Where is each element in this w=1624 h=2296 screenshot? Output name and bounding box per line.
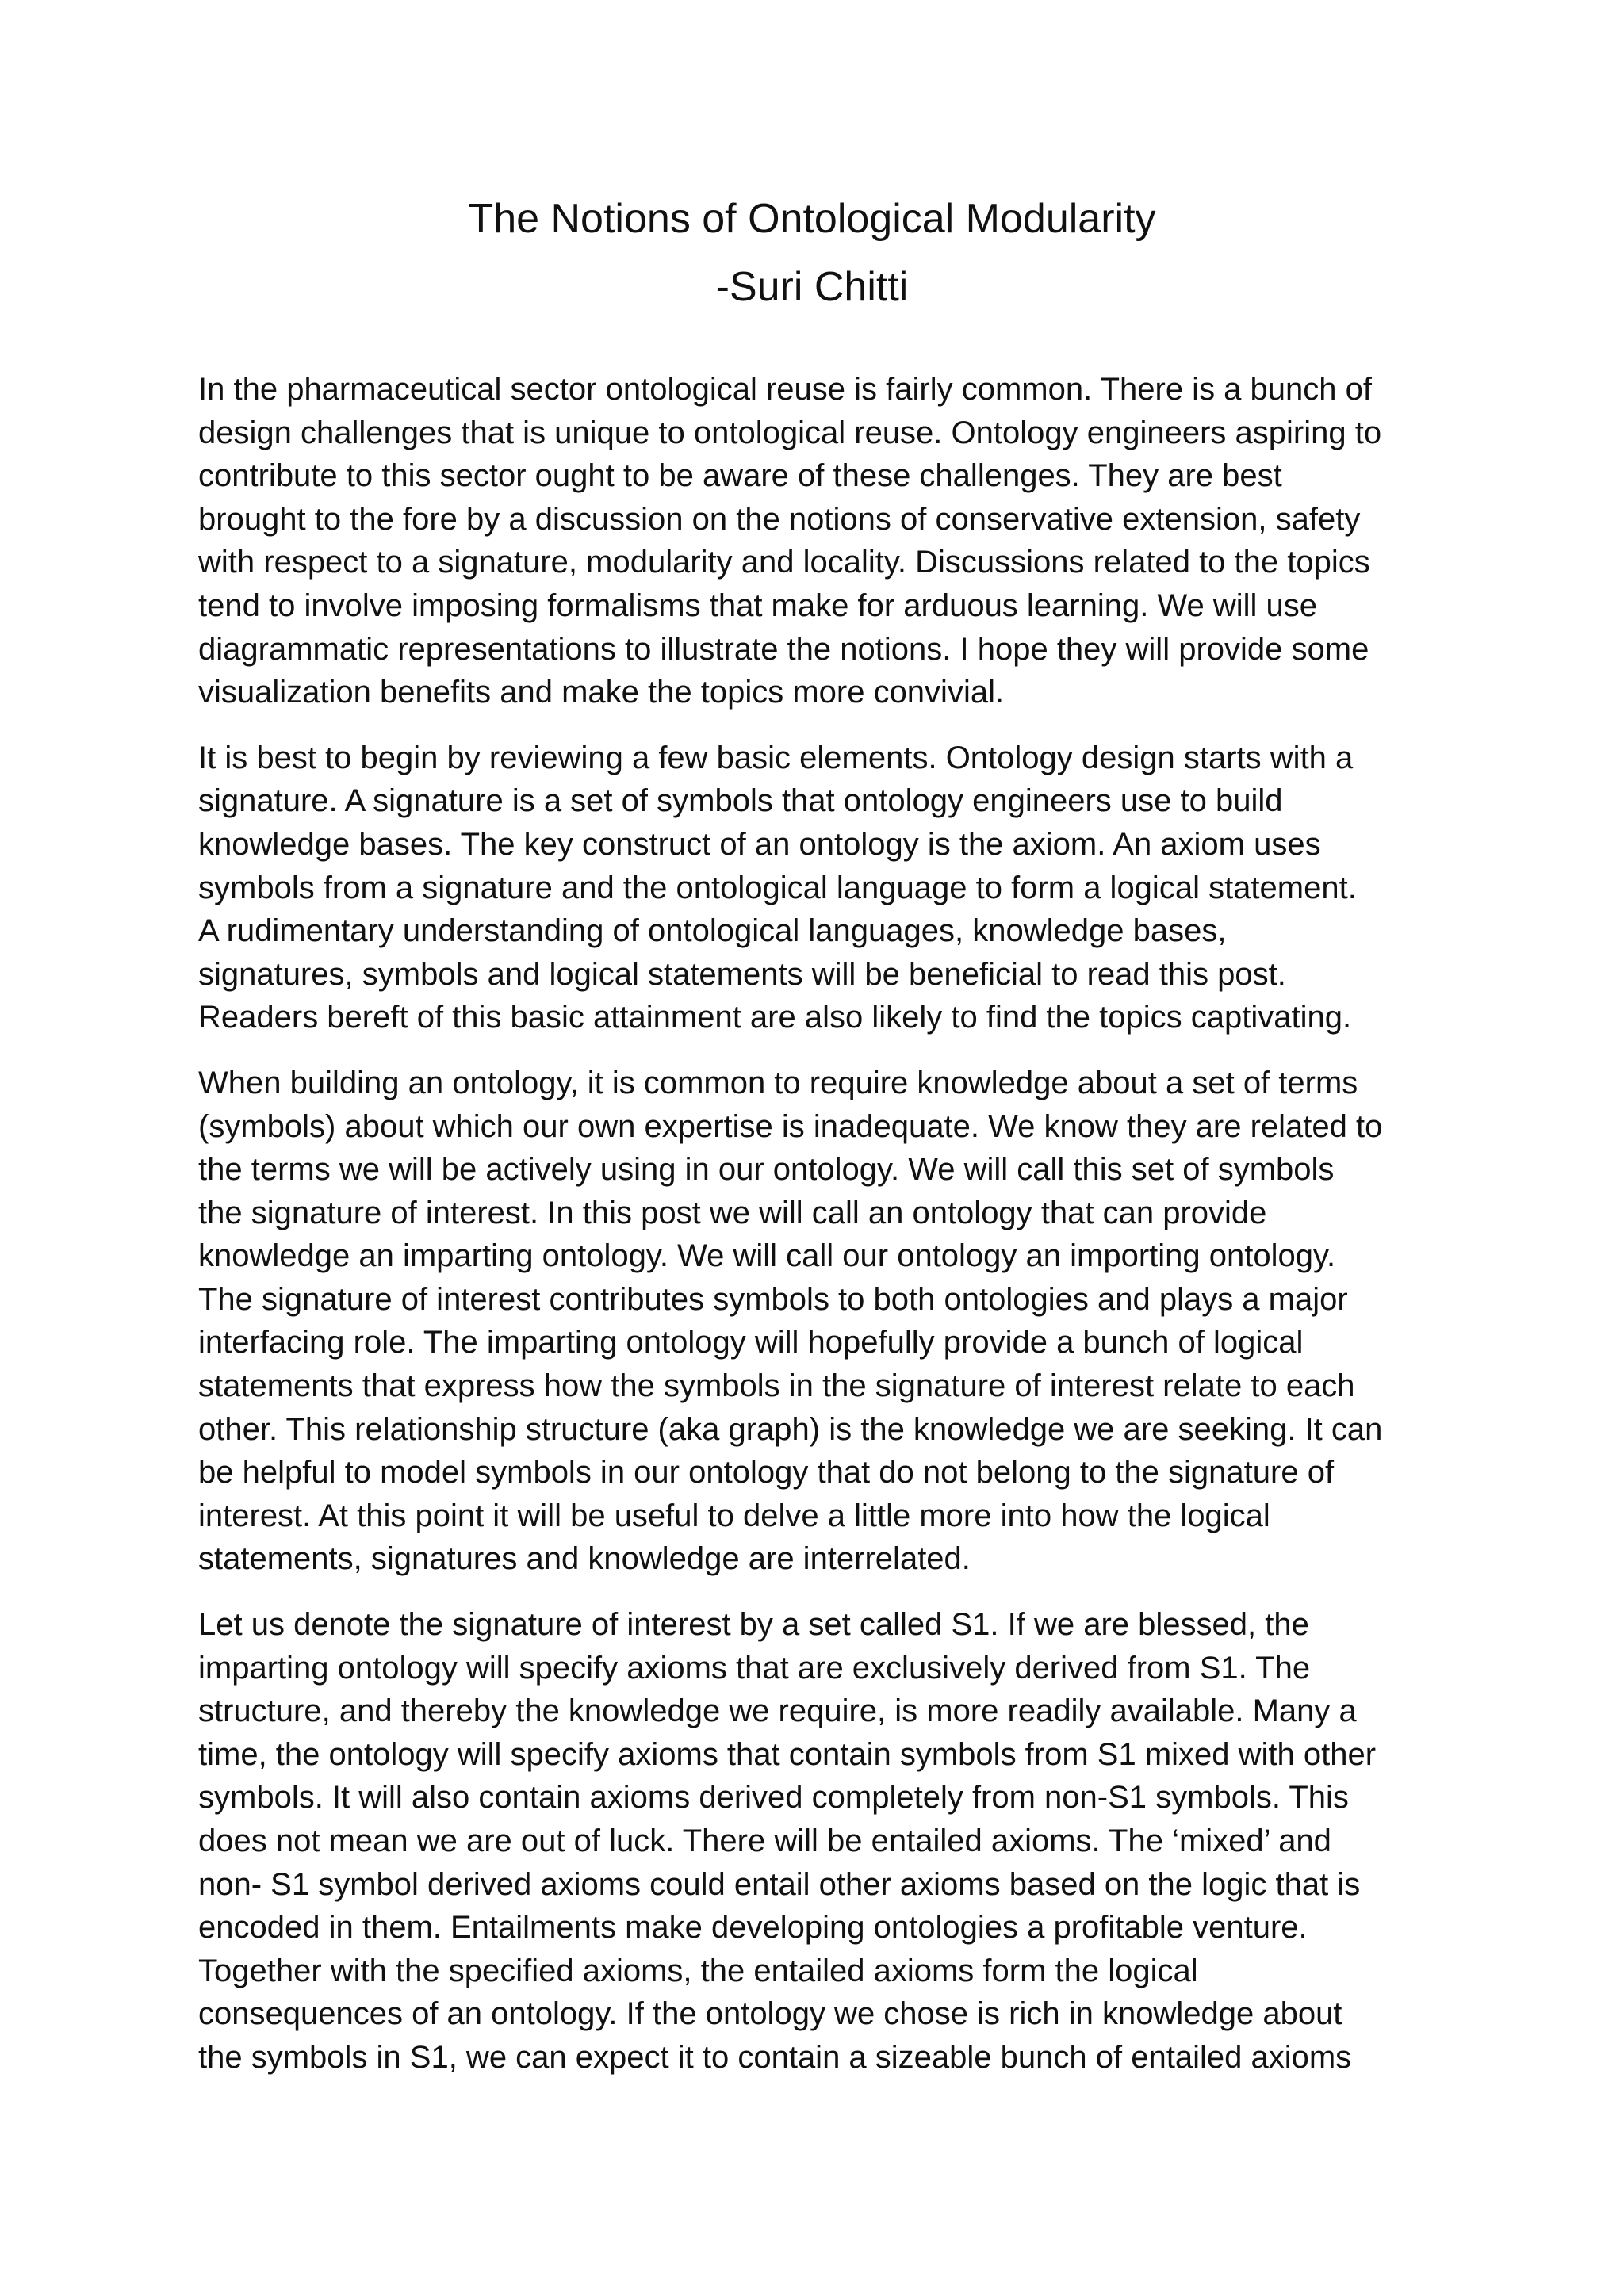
paragraph-line: with respect to a signature, modularity and locality. Discussions related to the topics bbox=[198, 545, 1370, 580]
paragraph-line: knowledge an imparting ontology. We will call our ontology an importing ontology. bbox=[198, 1238, 1336, 1274]
document-author: -Suri Chitti bbox=[715, 264, 909, 310]
paragraph-line: non- S1 symbol derived axioms could entail other axioms based on the logic that is bbox=[198, 1866, 1361, 1902]
paragraph-line: symbols. It will also contain axioms derived completely from non-S1 symbols. This bbox=[198, 1780, 1349, 1816]
paragraph-line: time, the ontology will specify axioms that contain symbols from S1 mixed with other bbox=[198, 1736, 1377, 1772]
paragraph-line: symbols from a signature and the ontological language to form a logical statement. bbox=[198, 870, 1357, 905]
paragraph-line: design challenges that is unique to ontological reuse. Ontology engineers aspiring to bbox=[198, 415, 1382, 450]
paragraph-line: statements that express how the symbols in the signature of interest relate to each bbox=[198, 1368, 1355, 1404]
paragraph bbox=[198, 368, 1435, 714]
paragraph-line: interfacing role. The imparting ontology will hopefully provide a bunch of logical bbox=[198, 1325, 1304, 1360]
paragraph bbox=[198, 1603, 1435, 2080]
paragraph-line: other. This relationship structure (aka graph) is the knowledge we are seeking. It can bbox=[198, 1411, 1383, 1447]
paragraph-line: In the pharmaceutical sector ontological reuse is fairly common. There is a bunch of bbox=[198, 372, 1372, 407]
paragraph-line: A rudimentary understanding of ontological languages, knowledge bases, bbox=[198, 913, 1227, 949]
paragraph-line: diagrammatic representations to illustrate the notions. I hope they will provide some bbox=[198, 631, 1369, 667]
paragraph-line: statements, signatures and knowledge are interrelated. bbox=[198, 1541, 971, 1577]
document-title: The Notions of Ontological Modularity bbox=[468, 196, 1156, 242]
paragraph bbox=[198, 737, 1435, 1039]
paragraph-line: the symbols in S1, we can expect it to contain a sizeable bunch of entailed axioms bbox=[198, 2039, 1352, 2075]
paragraph-line: tend to involve imposing formalisms that make for arduous learning. We will use bbox=[198, 587, 1318, 623]
paragraph-line: the signature of interest. In this post we will call an ontology that can provide bbox=[198, 1195, 1267, 1230]
paragraph-line: encoded in them. Entailments make developing ontologies a profitable venture. bbox=[198, 1910, 1308, 1946]
paragraph-line: (symbols) about which our own expertise is inadequate. We know they are related to bbox=[198, 1108, 1383, 1144]
paragraph-line: knowledge bases. The key construct of an ontology is the axiom. An axiom uses bbox=[198, 826, 1321, 862]
paragraph-line: Let us denote the signature of interest by a set called S1. If we are blessed, the bbox=[198, 1607, 1309, 1643]
paragraph-line: be helpful to model symbols in our ontology that do not belong to the signature of bbox=[198, 1455, 1335, 1490]
paragraph-line: brought to the fore by a discussion on the notions of conservative extension, safety bbox=[198, 501, 1361, 537]
paragraph-line: structure, and thereby the knowledge we require, is more readily available. Many a bbox=[198, 1693, 1357, 1729]
paragraph-line: contribute to this sector ought to be aware of these challenges. They are best bbox=[198, 458, 1282, 494]
paragraph-line: It is best to begin by reviewing a few basic elements. Ontology design starts with a bbox=[198, 740, 1354, 775]
paragraph-line: Readers bereft of this basic attainment are also likely to find the topics captivating. bbox=[198, 1000, 1352, 1035]
paragraph-line: Together with the specified axioms, the entailed axioms form the logical bbox=[198, 1953, 1198, 1988]
paragraph-line: consequences of an ontology. If the ontology we chose is rich in knowledge about bbox=[198, 1996, 1342, 2032]
paragraph-line: The signature of interest contributes symbols to both ontologies and plays a major bbox=[198, 1281, 1348, 1317]
paragraph bbox=[198, 1062, 1435, 1581]
paragraph-line: When building an ontology, it is common to require knowledge about a set of terms bbox=[198, 1065, 1358, 1100]
paragraph-line: visualization benefits and make the topics more convivial. bbox=[198, 675, 1005, 710]
paragraph-line: imparting ontology will specify axioms that are exclusively derived from S1. The bbox=[198, 1650, 1311, 1686]
paragraph-line: signatures, symbols and logical statements will be beneficial to read this post. bbox=[198, 956, 1286, 992]
paragraph-line: the terms we will be actively using in our ontology. We will call this set of symbols bbox=[198, 1152, 1335, 1188]
paragraph-line: does not mean we are out of luck. There will be entailed axioms. The ‘mixed’ and bbox=[198, 1823, 1331, 1858]
paragraph-line: interest. At this point it will be useful to delve a little more into how the logical bbox=[198, 1498, 1270, 1533]
paragraph-line: signature. A signature is a set of symbols that ontology engineers use to build bbox=[198, 783, 1283, 819]
document-body bbox=[198, 368, 1435, 2102]
